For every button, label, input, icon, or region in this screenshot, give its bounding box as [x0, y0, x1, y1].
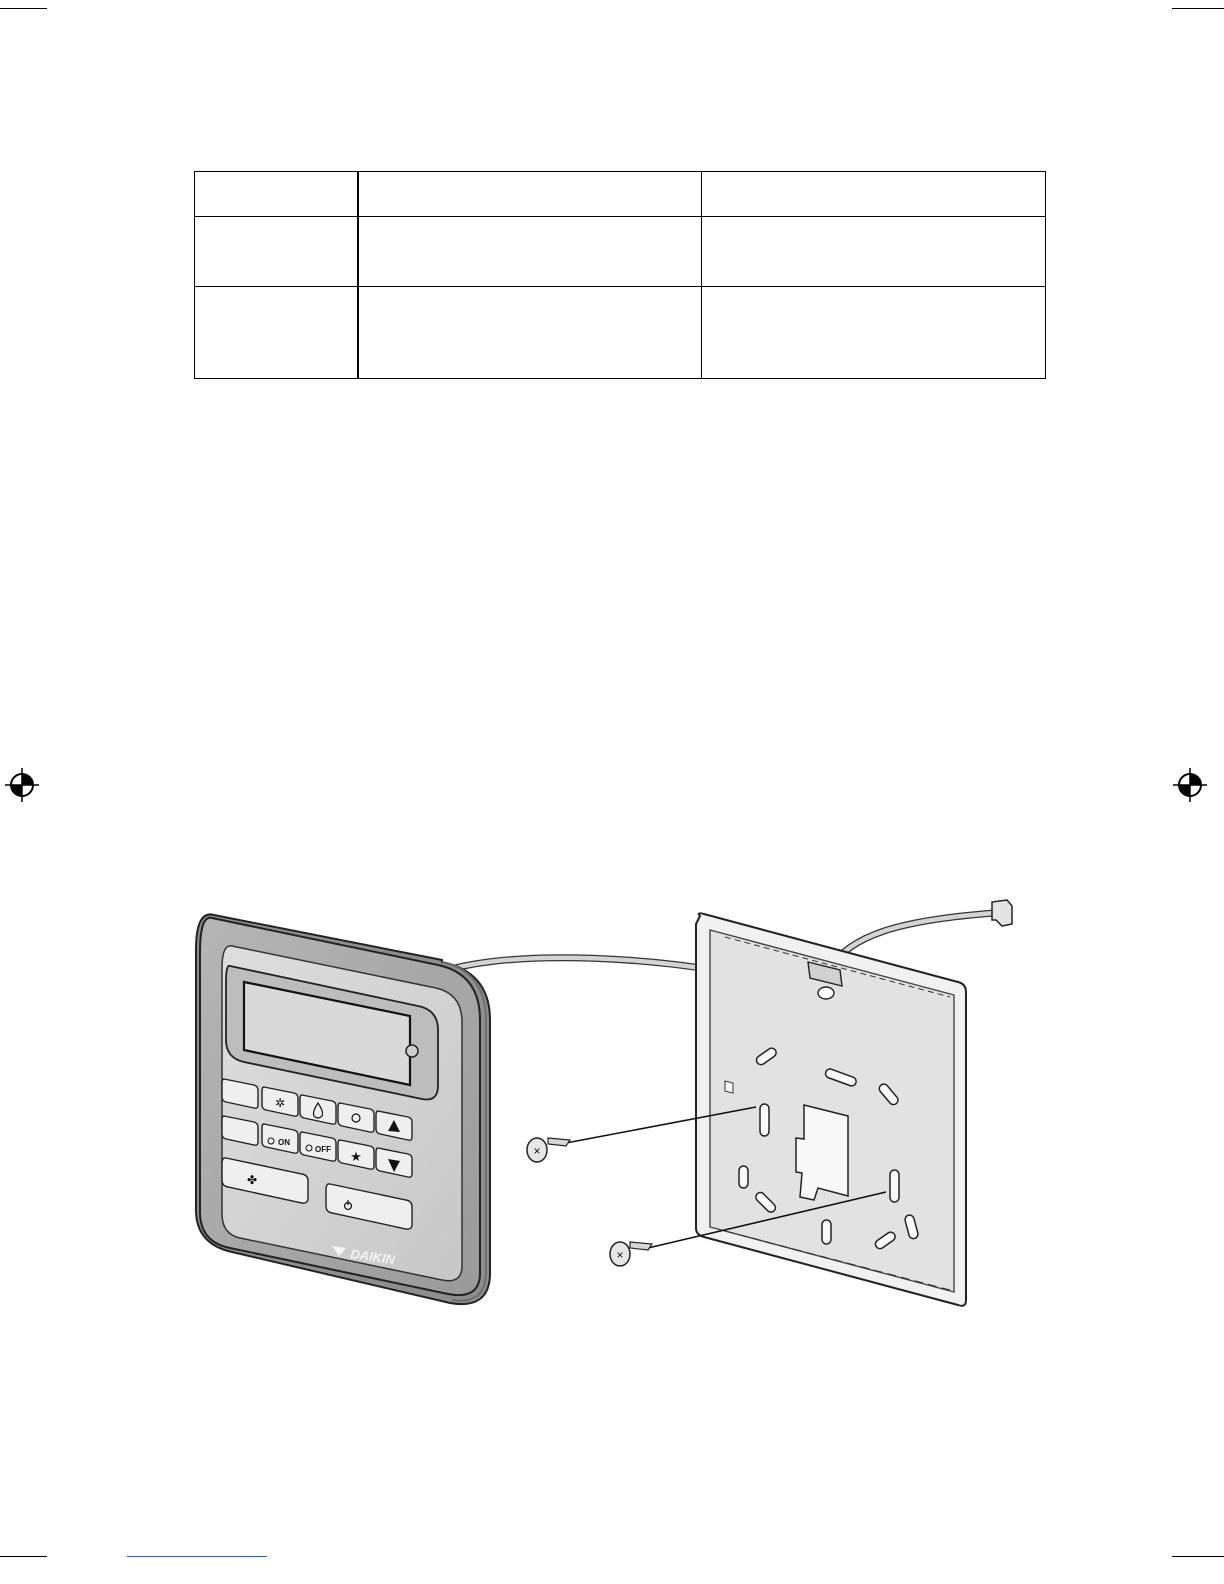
- installation-illustration: [180, 880, 1040, 1320]
- table-cell: [702, 287, 1046, 379]
- timer-on-label: ON: [278, 1138, 290, 1147]
- table-cell: [702, 172, 1046, 217]
- table-row: [195, 217, 1046, 287]
- table-cell: [195, 287, 358, 379]
- registration-mark-left: [5, 768, 39, 802]
- star-icon: ★: [350, 1150, 362, 1165]
- remote-controller: [196, 914, 490, 1304]
- table-row: [195, 172, 1046, 217]
- blank-table: [194, 171, 1046, 379]
- footer-underline: [127, 1556, 267, 1557]
- timer-off-label: OFF: [315, 1145, 331, 1154]
- table-cell: [358, 287, 702, 379]
- table-cell: [195, 172, 358, 217]
- table-cell: [702, 217, 1046, 287]
- crop-mark-bottom-left: [0, 1556, 47, 1557]
- table-cell: [358, 217, 702, 287]
- registration-mark-right: [1173, 768, 1207, 802]
- crop-mark-top-right: [1172, 8, 1224, 9]
- table-row: [195, 287, 1046, 379]
- crop-mark-top-left: [0, 8, 47, 9]
- svg-text:DAIKIN: DAIKIN: [349, 1246, 397, 1268]
- wall-mounting-plate: [696, 913, 966, 1305]
- table-cell: [195, 217, 358, 287]
- svg-text:×: ×: [533, 1144, 541, 1158]
- snowflake-icon: ✲: [274, 1096, 286, 1110]
- fan-icon: ✤: [246, 1173, 258, 1187]
- table-cell: [358, 172, 702, 217]
- svg-text:×: ×: [616, 1248, 624, 1262]
- connector-icon: [992, 900, 1012, 926]
- crop-mark-bottom-right: [1172, 1556, 1224, 1557]
